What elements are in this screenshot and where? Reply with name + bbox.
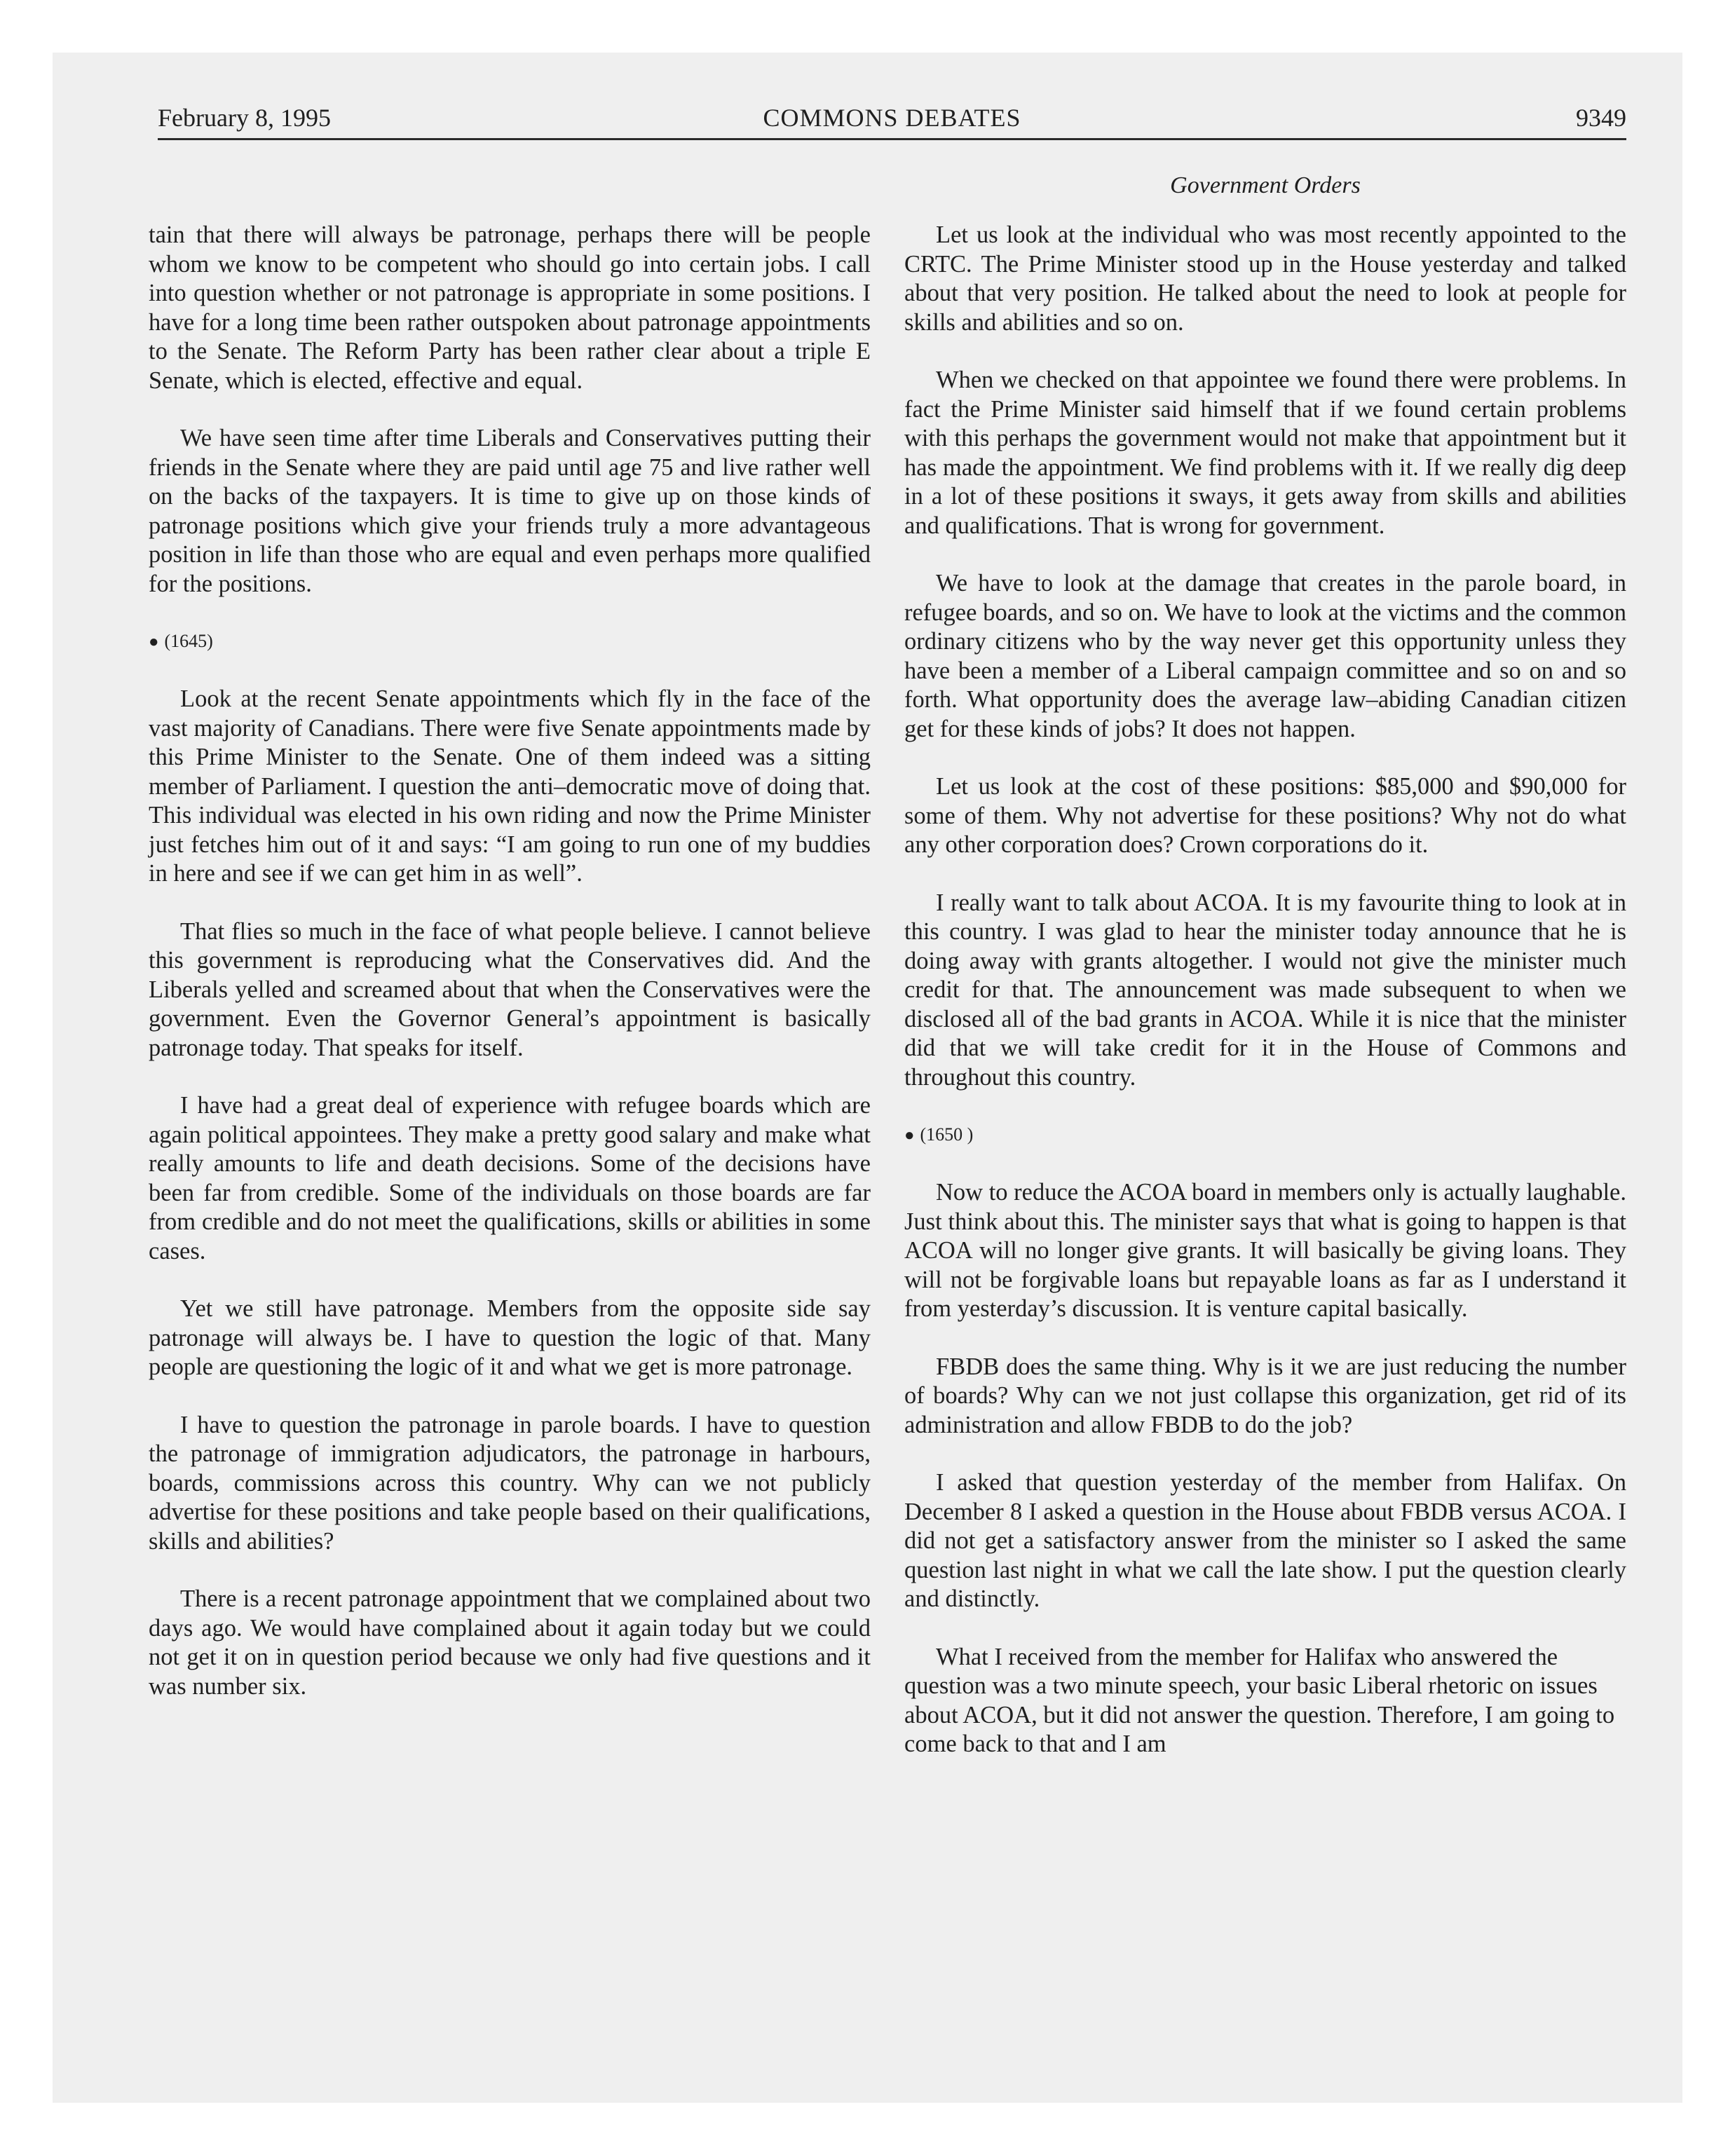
bullet-icon: ● — [149, 633, 159, 651]
left-column — [149, 221, 871, 1730]
paragraph: I asked that question yesterday of the member from Halifax. On December 8 I asked a question in the House about FBDB versus ACOA. I did not get a satisfactory answer from the minister so I asked the same question last night in what we call the late show. I put the question clearly and distinctly. — [904, 1469, 1626, 1612]
paragraph: We have to look at the damage that creates in the parole board, in refugee boards, and so on. We have to look at the victims and the common ordinary citizens who by the way never get this opportunity unless they have been a member of a Liberal campaign committee and so on and so forth. What opportunity does the average law–abiding Canadian citizen get for these kinds of jobs? It does not happen. — [904, 570, 1626, 742]
paragraph: Look at the recent Senate appointments which fly in the face of the vast majority of Canadians. There were five Senate appointments made by this Prime Minister to the Senate. One of them indeed was a sitting member of Parliament. I question the anti–democratic move of doing that. This individual was elected in his own riding and now the Prime Minister just fetches him out of it and says: “I am going to run one of my buddies in here and see if we can get him in as well”. — [149, 685, 871, 887]
time-marker — [904, 1121, 1626, 1149]
paragraph: Let us look at the cost of these positions: $85,000 and $90,000 for some of them. Why not advertise for these positions? Why not do what any other corporation does? Crown corporations do it. — [904, 773, 1626, 858]
paragraph: We have seen time after time Liberals and Conservatives putting their friends in the Senate where they are paid until age 75 and live rather well on the backs of the taxpayers. It is time to give up on those kinds of patronage positions which give your friends truly a more advantageous position in life than those who are equal and even perhaps more qualified for the positions. — [149, 425, 871, 597]
paragraph: FBDB does the same thing. Why is it we are just reducing the number of boards? Why can we not just collapse this organization, get rid of its administration and allow FBDB to do the job? — [904, 1353, 1626, 1438]
page-header — [158, 98, 1626, 137]
page-number: 9349 — [1576, 104, 1626, 132]
paragraph: There is a recent patronage appointment that we complained about two days ago. We would have complained about it again today but we could not get it on in question period because we only had five questions and it was number six. — [149, 1585, 871, 1700]
paragraph: What I received from the member for Halifax who answered the question was a two minute speech, your basic Liberal rhetoric on issues about ACOA, but it did not answer the question. Therefore, I am going to come back to that and I am — [904, 1643, 1615, 1757]
header-rule — [158, 138, 1626, 140]
paragraph: I have to question the patronage in parole boards. I have to question the patronage of immigration adjudicators, the patronage in harbours, boards, commissions across this country. Why can we not publicly advertise for these positions and take people based on their qualifications, skills and abilities? — [149, 1411, 871, 1555]
section-title: Government Orders — [1170, 172, 1361, 198]
paragraph: When we checked on that appointee we found there were problems. In fact the Prime Minister said himself that if we found certain problems with this perhaps the government would not make that appointment but it has made the appointment. We find problems with it. If we really dig deep in a lot of these positions it sways, it gets away from skills and abilities and qualifications. That is wrong for government. — [904, 367, 1626, 539]
paragraph: That flies so much in the face of what people believe. I cannot believe this government is reproducing what the Conservatives did. And the Liberals yelled and screamed about that when the Conservatives were the government. Even the Governor General’s appointment is basically patronage today. That speaks for itself. — [149, 917, 871, 1061]
time-marker-label: (1645) — [164, 631, 213, 651]
right-column — [904, 221, 1626, 1788]
time-marker-label: (1650 ) — [920, 1124, 974, 1145]
paragraph: I really want to talk about ACOA. It is my favourite thing to look at in this country. I was glad to hear the minister today announce that he is doing away with grants altogether. I would not give the minister much credit for that. The announcement was made subsequent to when we disclosed all of the bad grants in ACOA. While it is nice that the minister did that we will take credit for it in the House of Commons and throughout this country. — [904, 889, 1626, 1091]
paragraph: Let us look at the individual who was most recently appointed to the CRTC. The Prime Minister stood up in the House yesterday and talked about that very position. He talked about the need to look at people for skills and abilities and so on. — [904, 221, 1626, 336]
paragraph: tain that there will always be patronage, perhaps there will be people whom we know to be competent who should go into certain jobs. I call into question whether or not patronage is appropriate in some positions. I have for a long time been rather outspoken about patronage appointments to the Senate. The Reform Party has been rather clear about a triple E Senate, which is elected, effective and equal. — [149, 221, 871, 394]
time-marker — [149, 627, 871, 656]
bullet-icon: ● — [904, 1126, 915, 1145]
header-date: February 8, 1995 — [158, 104, 331, 132]
paragraph: Now to reduce the ACOA board in members only is actually laughable. Just think about this. The minister says that what is going to happen is that ACOA will no longer give grants. It will basically be giving loans. They will not be forgivable loans but repayable loans as far as I understand it from yesterday’s discussion. It is venture capital basically. — [904, 1179, 1626, 1322]
paragraph: I have had a great deal of experience with refugee boards which are again political appointees. They make a pretty good salary and make what really amounts to life and death decisions. Some of the decisions have been far from credible. Some of the individuals on those boards are far from credible and do not meet the qualifications, skills or abilities in some cases. — [149, 1092, 871, 1264]
header-title: COMMONS DEBATES — [763, 104, 1021, 132]
paragraph: Yet we still have patronage. Members from the opposite side say patronage will always be. I have to question the logic of that. Many people are questioning the logic of it and what we get is more patronage. — [149, 1295, 871, 1380]
